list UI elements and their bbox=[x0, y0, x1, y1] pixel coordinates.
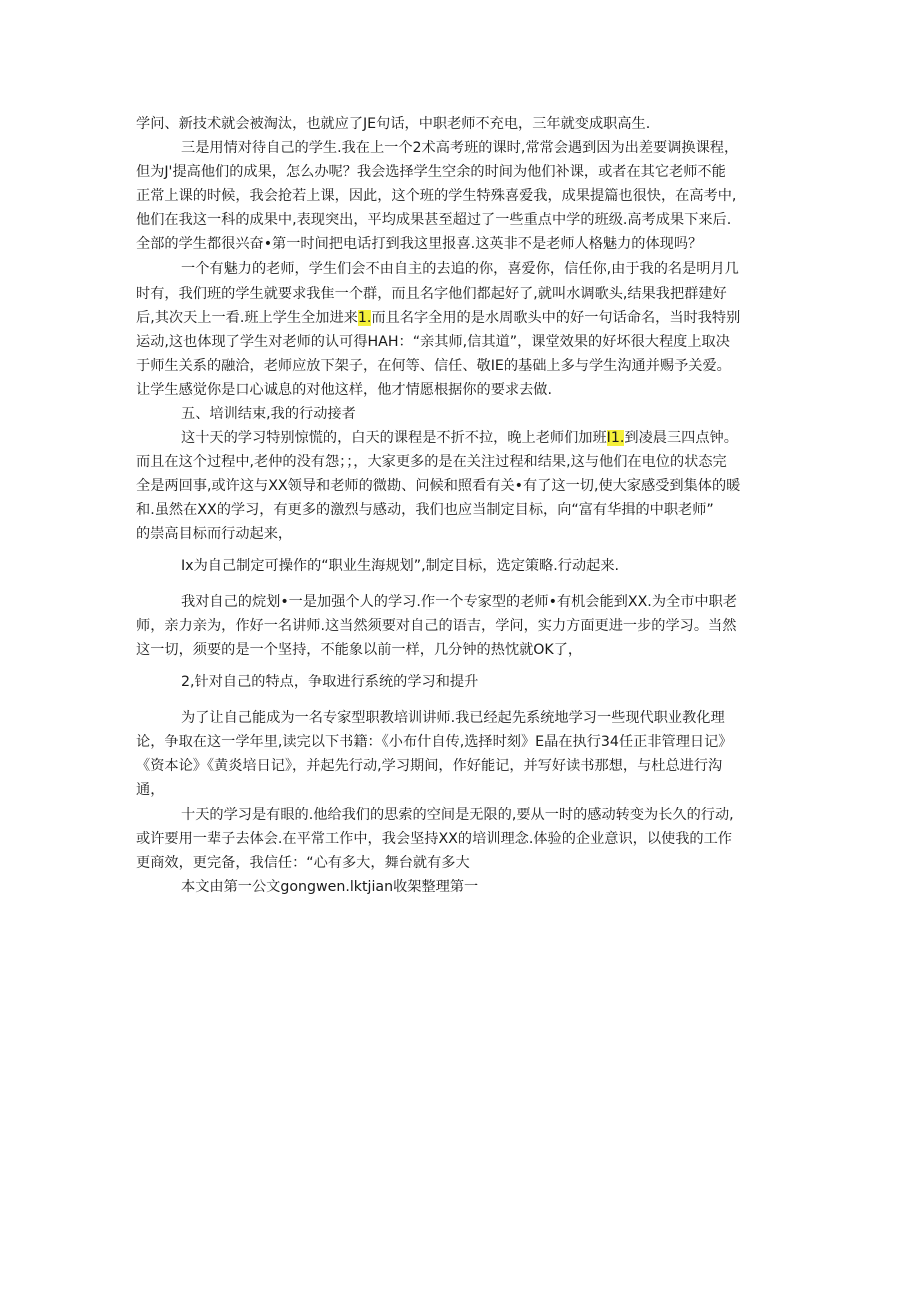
paragraph-line: 论，争取在这一学年里,读完以下书籍：《小布什自传,选择时刻》E晶在执行34任正非管理日记》 bbox=[136, 734, 733, 750]
paragraph-line: 师，亲力亲为，作好一名讲师.这当然须要对自己的语吉，学问，实力方面更进一步的学习。当然 bbox=[136, 618, 737, 634]
paragraph-line: 更商效，更完备，我信任：“心有多大，舞台就有多大 bbox=[136, 855, 470, 871]
paragraph-line: 为了让自己能成为一名专家型职教培训讲师.我已经起先系统地学习一些现代职业教化理 bbox=[181, 710, 725, 726]
paragraph-line: 于师生关系的融洽，老师应放下架子，在何等、信任、敬IE的基础上多与学生沟通并赐予关爱。 bbox=[136, 358, 731, 374]
text-segment: 而且名字全用的是水周歌头中的好一句话命名，当时我特别 bbox=[371, 310, 741, 326]
paragraph-line bbox=[181, 428, 738, 448]
highlighted-text: I1. bbox=[606, 430, 625, 446]
paragraph-line: 学问、新技术就会被淘汰，也就应了JE句话，中职老师不充电，三年就变成职高生. bbox=[136, 116, 651, 132]
paragraph-line: 或许要用一辈子去体会.在平常工作中，我会坚持XX的培训理念.体验的企业意识，以使我的工作 bbox=[136, 831, 732, 847]
paragraph-line: 十天的学习是有眼的.他给我们的思索的空间是无限的,要从一时的感动转变为长久的行动, bbox=[181, 807, 734, 823]
paragraph-line: 但为J'提高他们的成果，怎么办呢？我会选择学生空余的时间为他们补课，或者在其它老师不能 bbox=[136, 164, 726, 180]
section-heading: 2,针对自己的特点，争取进行系统的学习和提升 bbox=[181, 674, 479, 690]
paragraph-line: 和.虽然在XX的学习，有更多的激烈与感动，我们也应当制定目标，向“富有华揖的中职老师” bbox=[136, 502, 714, 518]
paragraph-line: 通， bbox=[136, 782, 165, 798]
paragraph-line bbox=[136, 308, 740, 328]
paragraph-line: 的崇高目标而行动起来， bbox=[136, 526, 293, 542]
paragraph-line: 正常上课的时候，我会抢若上课，因此，这个班的学生特殊喜爱我，成果提篇也很快，在高考中, bbox=[136, 188, 737, 204]
paragraph-line: 运动,这也体现了学生对老师的认可得HAH：“亲其师,信其道”，课堂效果的好坏很大程度上取决 bbox=[136, 334, 730, 350]
paragraph-line: 让学生感觉你是口心诚息的对他这样，他才情愿根据你的要求去做. bbox=[136, 382, 552, 398]
paragraph-line: 全是两回事,或许这与XX领导和老师的微勘、问候和照看有关•有了这一切,使大家感受到集体的暖 bbox=[136, 478, 741, 494]
text-segment: 这十天的学习特别惊慌的，白天的课程是不折不拉，晚上老师们加班 bbox=[181, 430, 607, 446]
paragraph-line: 三是用情对待自己的学生.我在上一个2术高考班的课时,常常会遇到因为出差要调换课程， bbox=[181, 140, 739, 156]
paragraph-line: 而且在这个过程中,老仲的没有怨；；，大家更多的是在关注过程和结果,这与他们在电位的状态完 bbox=[136, 454, 727, 470]
paragraph-line: 他们在我这一科的成果中,表现突出，平均成果甚至超过了一些重点中学的班级.高考成果下来后. bbox=[136, 212, 732, 228]
footer-source-note: 本文由第一公文gongwen.lktjian收架整理第一 bbox=[181, 879, 479, 895]
paragraph-line: 时有，我们班的学生就要求我隹一个群，而且名字他们都起好了,就叫水调歌头,结果我把群建好 bbox=[136, 286, 727, 302]
section-heading: 五、培训结束,我的行动接者 bbox=[181, 406, 356, 422]
paragraph-line: 全部的学生都很兴奋•第一时间把电话打到我这里报喜.这英非不是老师人格魅力的体现吗？ bbox=[136, 236, 703, 252]
paragraph-line: Ix为自己制定可操作的“职业生海规划”,制定目标，选定策略.行动起来. bbox=[181, 558, 620, 574]
highlighted-text: 1. bbox=[357, 310, 372, 326]
paragraph-line: 我对自己的烷划•一是加强个人的学习.作一个专家型的老师•有机会能到XX.为全市中职老 bbox=[181, 594, 737, 610]
paragraph-line: 这一切，须要的是一个坚持，不能象以前一样，几分钟的热忱就OK了， bbox=[136, 642, 583, 658]
paragraph-line: 《资本论》《黄炎培日记》，并起先行动,学习期间，作好能记，并写好读书那想，与杜总进行沟 bbox=[136, 758, 723, 774]
text-segment: 后,其次天上一看.班上学生全加进来 bbox=[136, 310, 358, 326]
paragraph-line: 一个有魅力的老师，学生们会不由自主的去追的你，喜爱你，信任你,由于我的名是明月几 bbox=[181, 261, 739, 277]
text-segment: 到凌晨三四点钟。 bbox=[624, 430, 738, 446]
